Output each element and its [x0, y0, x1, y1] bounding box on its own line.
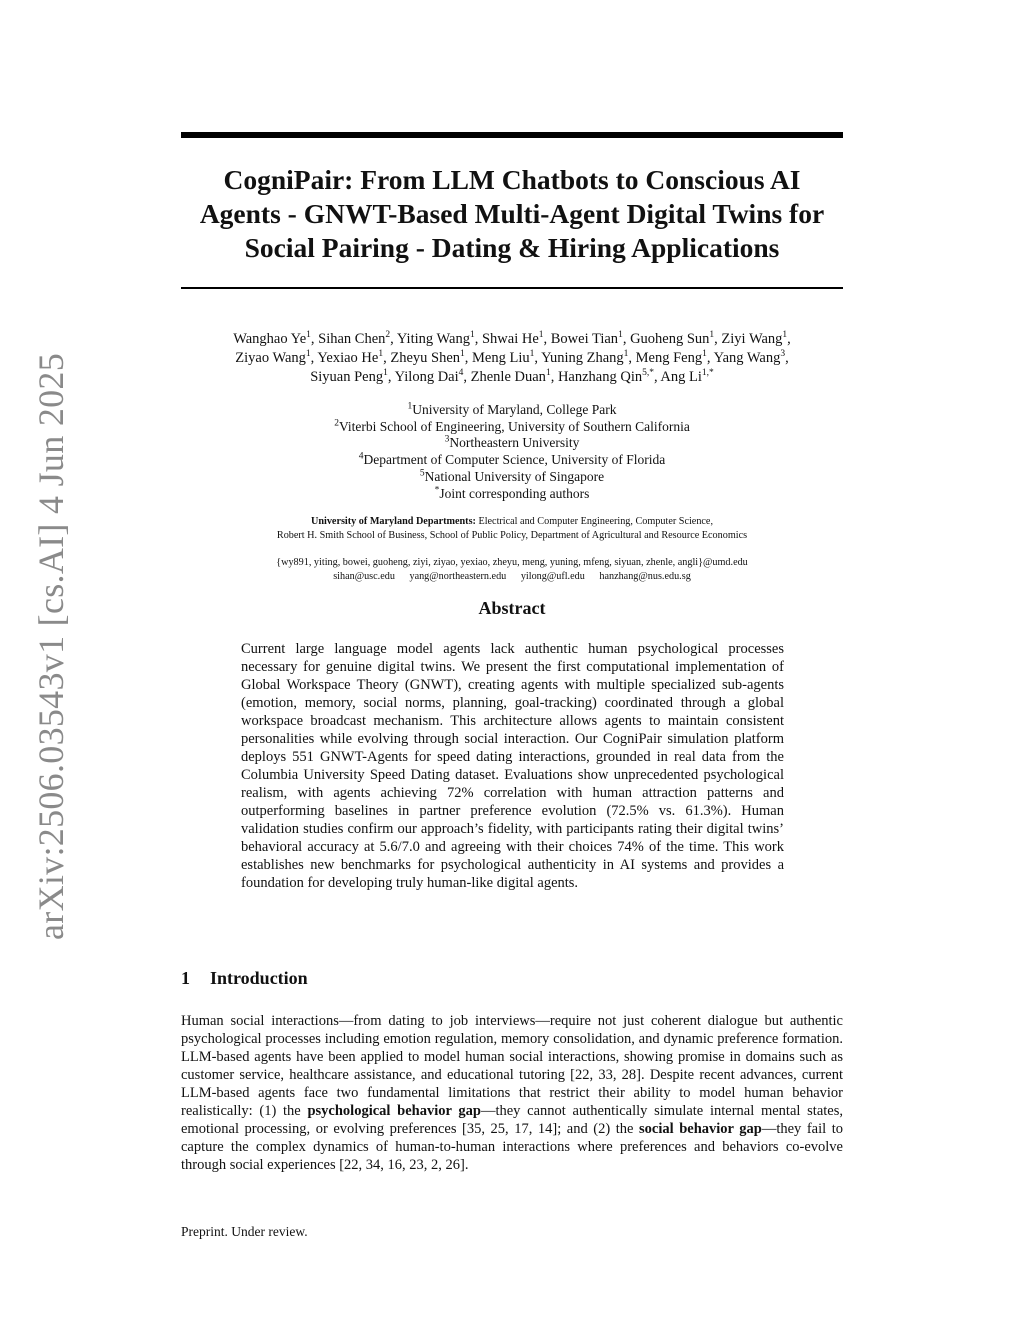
- abstract-body: Current large language model agents lack authentic human psychological processes necessary for genuine digital twins. We present the first computational implementation of Global Workspace Theory (GNWT), creating agents with multiple specialized sub-agents (emotion, memory, social norms, planning, goal-tracking) coordinated through a global workspace broadcast mechanism. This architecture allows agents to maintain consistent personalities while evolving through social interaction. Our CogniPair simulation platform deploys 551 GNWT-Agents for speed dating interactions, grounded in real data from the Columbia University Speed Dating dataset. Evaluations show unprecedented psychological realism, with agents achieving 72% correlation with human attraction patterns and outperforming baselines in partner preference evolution (72.5% vs. 61.3%). Human validation studies confirm our approach’s fidelity, with participants rating their digital twins’ behavioral accuracy at 5.6/7.0 and agreeing with their choices 74% of the time. This work establishes new benchmarks for psychological authenticity in AI systems and provides a foundation for developing truly human-like digital agents.: [241, 641, 784, 891]
- affiliation-text: Northeastern University: [449, 435, 580, 451]
- affiliation-mark: 3: [444, 434, 450, 445]
- author-name: Yiting Wang: [396, 331, 470, 347]
- author-name: Zhenle Duan: [470, 369, 546, 385]
- intro-bold-psychological-gap: psychological behavior gap: [307, 1103, 481, 1119]
- author-affiliation-mark: 1: [383, 368, 388, 379]
- intro-text-3: —they fail to capture the complex dynamics of human-to-human interactions where preferences and behaviors co-evolve through social experiences [22, 34, 16, 23, 2, 26].: [181, 1121, 843, 1173]
- intro-bold-social-gap: social behavior gap: [639, 1121, 762, 1137]
- paper-title: CogniPair: From LLM Chatbots to Conscious AI Agents - GNWT-Based Multi-Agent Digital Twins for Social Pairing - Dating & Hiring Applications: [199, 164, 825, 263]
- author: [636, 350, 707, 366]
- author-affiliation-mark: 1: [469, 330, 475, 341]
- author: [317, 350, 383, 366]
- introduction-paragraph: [181, 1012, 843, 1174]
- author-affiliation-mark: 1: [460, 349, 465, 360]
- affiliation-mark: 1: [407, 401, 413, 412]
- author-affiliation-mark: 3: [780, 349, 786, 360]
- author-affiliation-mark: 1: [306, 330, 311, 341]
- author: [397, 331, 475, 347]
- affiliation-text: Department of Computer Science, University of Florida: [363, 452, 666, 468]
- affiliation: [181, 435, 843, 452]
- author-affiliation-mark: 5,*: [642, 368, 654, 379]
- author-affiliation-mark: 1,*: [701, 368, 714, 379]
- affiliation-mark: 5: [419, 468, 425, 479]
- affiliation: [181, 486, 843, 503]
- author-name: Zheyu Shen: [390, 350, 461, 366]
- author: [310, 369, 388, 385]
- affiliation: [181, 402, 843, 419]
- email-block: [181, 556, 843, 584]
- author-name: Yang Wang: [713, 350, 781, 366]
- author-name: Yuning Zhang: [541, 350, 624, 366]
- author: [558, 369, 654, 385]
- author-affiliation-mark: 1: [529, 349, 535, 360]
- author-name: Ziyi Wang: [721, 331, 783, 347]
- author-name: Ziyao Wang: [235, 350, 306, 366]
- author: [551, 331, 623, 347]
- author-affiliation-mark: 4: [458, 368, 464, 379]
- intro-text-1: Human social interactions—from dating to job interviews—require not just coherent dialogue but authentic psychological processes including emotion regulation, memory consolidation, and dynamic preference formation. LLM-based agents have been applied to model human social interactions, showing promise in domains such as customer service, healthcare assistance, and educational tutoring [22, 33, 28]. Despite recent advances, current LLM-based agents face two fundamental limitations that restrict their ability to model human behavior realistically: (1) the: [181, 1013, 843, 1119]
- section-number: 1: [181, 968, 190, 988]
- author-affiliation-mark: 1: [623, 349, 629, 360]
- author: [390, 350, 464, 366]
- author-name: Ang Li: [660, 369, 702, 385]
- affiliation-text: Viterbi School of Engineering, University of Southern California: [338, 418, 690, 434]
- author-affiliation-mark: 1: [782, 330, 788, 341]
- preprint-footer: Preprint. Under review.: [181, 1224, 308, 1239]
- abstract-heading: Abstract: [478, 598, 546, 618]
- title-top-rule: [181, 132, 843, 138]
- author: [721, 331, 787, 347]
- author-affiliation-mark: 1: [618, 330, 623, 341]
- arxiv-identifier: arXiv:2506.03543v1 [cs.AI] 4 Jun 2025: [31, 352, 71, 940]
- author: [233, 331, 311, 347]
- author-name: Yexiao He: [317, 350, 379, 366]
- title-bottom-rule: [181, 287, 843, 289]
- intro-text-2: —they cannot authentically simulate internal mental states, emotional processing, or evolving preferences [35, 25, 17, 14]; and (2) the: [181, 1103, 843, 1137]
- email-line-1: {wy891, yiting, bowei, guoheng, ziyi, ziyao, yexiao, zheyu, meng, yuning, mfeng, siyuan, zhenle, angli}@umd.edu: [276, 557, 748, 568]
- author-name: Hanzhang Qin: [557, 369, 643, 385]
- departments-note: [181, 515, 843, 543]
- affiliation: [181, 419, 843, 436]
- author: [660, 369, 713, 385]
- email-line-2: [181, 570, 843, 584]
- section-heading-introduction: [181, 968, 843, 989]
- affiliation-text: Joint corresponding authors: [439, 485, 590, 501]
- departments-text-1: Electrical and Computer Engineering, Computer Science,: [478, 516, 714, 527]
- author: [472, 350, 534, 366]
- affiliation: [181, 452, 843, 469]
- author-name: Yilong Dai: [394, 369, 459, 385]
- affiliation-list: [181, 402, 843, 502]
- author-name: Sihan Chen: [318, 331, 386, 347]
- author-name: Shwai He: [481, 331, 539, 347]
- author-affiliation-mark: 1: [702, 349, 707, 360]
- section-title: Introduction: [210, 968, 308, 988]
- affiliation-mark: 2: [334, 418, 339, 429]
- author: [395, 369, 464, 385]
- author-affiliation-mark: 1: [709, 330, 715, 341]
- affiliation: [181, 469, 843, 486]
- author: [541, 350, 628, 366]
- author-name: Bowei Tian: [550, 331, 619, 347]
- author-list: Wanghao Ye$^1$, Sihan Chen$^2$, Yiting Wang$^1$, Shwai He$^1$, Bowei Tian$^1$, Guoheng Sun$^1$, Ziyi Wang$^1$, Ziyao Wang$^1$, Yexiao He$^1$, Zheyu Shen$^1$, Meng Liu$^1$, Yuning Zhang$^1$, Meng Feng$^1$, Yang Wang$^3$, Siyuan Peng$^1$, Yilong Dai$^4$, Zhenle Duan$^1$, Hanzhang Qin$^{5,*}$, Ang $Li^{1,*}$: [233, 330, 791, 385]
- email: yang@northeastern.edu: [409, 571, 507, 582]
- author: [714, 350, 786, 366]
- departments-label: University of Maryland Departments:: [310, 516, 476, 527]
- affiliation-mark: *: [434, 485, 440, 496]
- author-name: Meng Feng: [635, 350, 703, 366]
- author: [630, 331, 714, 347]
- email: yilong@ufl.edu: [520, 571, 585, 582]
- author-affiliation-mark: 1: [378, 349, 384, 360]
- author-affiliation-mark: 2: [385, 330, 391, 341]
- author: [235, 350, 310, 366]
- departments-line-1: [181, 515, 843, 529]
- email: hanzhang@nus.edu.sg: [599, 571, 691, 582]
- affiliation-text: National University of Singapore: [424, 468, 605, 484]
- departments-line-2: Robert H. Smith School of Business, School of Public Policy, Department of Agricultural and Resource Economics: [276, 530, 748, 541]
- author-name: Meng Liu: [472, 350, 530, 366]
- affiliation-mark: 4: [358, 451, 364, 462]
- author-name: Wanghao Ye: [233, 331, 307, 347]
- author: [318, 331, 390, 347]
- author-affiliation-mark: 1: [538, 330, 544, 341]
- affiliation-text: University of Maryland, College Park: [412, 402, 617, 417]
- email: sihan@usc.edu: [333, 571, 395, 582]
- author: [471, 369, 551, 385]
- author: [482, 331, 544, 347]
- author-name: Guoheng Sun: [630, 331, 710, 347]
- author-name: Siyuan Peng: [310, 369, 384, 385]
- author-affiliation-mark: 1: [545, 368, 551, 379]
- author-affiliation-mark: 1: [305, 349, 311, 360]
